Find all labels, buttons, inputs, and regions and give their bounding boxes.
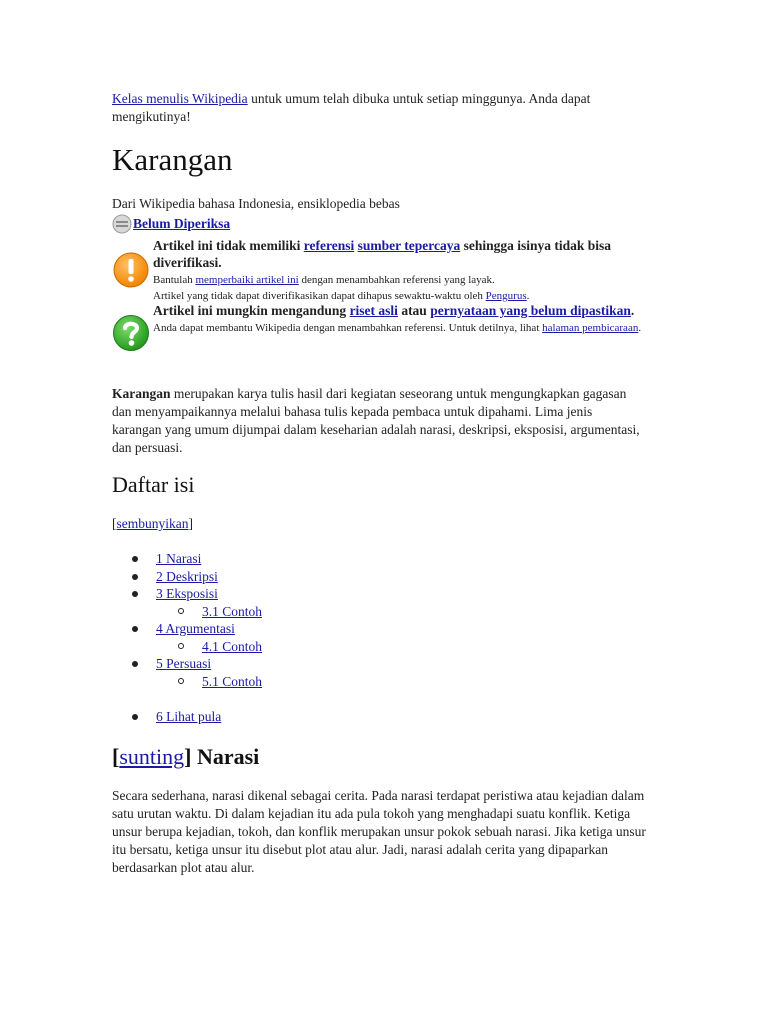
review-status-link[interactable]: Belum Diperiksa	[133, 216, 231, 231]
toc-subitem	[112, 638, 262, 656]
bullet-icon	[132, 714, 138, 720]
amb1-text-1: Artikel ini tidak memiliki	[153, 238, 304, 253]
toc-link-eksposisi-contoh[interactable]: 3.1 Contoh	[202, 603, 263, 619]
admins-link[interactable]: Pengurus	[485, 290, 527, 302]
narasi-paragraph: Secara sederhana, narasi dikenal sebagai cerita. Pada narasi terdapat peristiwa atau kejadian dalam satu urutan waktu. Di dalam kejadian itu ada pula tokoh yang menghadapi suatu konflik. Ketiga unsur berupa kejadian, tokoh, dan konflik merupakan unsur pokok sebuah narasi. Jika ketiga unsur itu bersatu, ketiga unsur itu disebut plot atau alur. Jadi, narasi adalah cerita yang dipaparkan berdasarkan plot atau alur.	[112, 788, 646, 875]
section-heading-narasi	[112, 742, 259, 772]
no-references-title	[153, 237, 653, 271]
intro-paragraph	[112, 385, 642, 457]
circle-bullet-icon	[178, 608, 184, 614]
toc-subitem	[112, 603, 262, 621]
toc-item	[112, 585, 262, 603]
toc-hide-link[interactable]: sembunyikan	[116, 516, 189, 531]
toc-item	[112, 620, 262, 638]
amb2-note-text-b: .	[638, 322, 642, 334]
toc-link-persuasi-contoh[interactable]: 5.1 Contoh	[202, 673, 263, 689]
references-link[interactable]: referensi	[303, 238, 355, 253]
no-references-notice	[153, 237, 653, 304]
bullet-icon	[132, 574, 138, 580]
toc-item	[112, 655, 262, 673]
circle-bullet-icon	[178, 643, 184, 649]
circle-bullet-icon	[178, 678, 184, 684]
toc-item	[112, 550, 262, 568]
original-research-title	[153, 302, 653, 319]
edit-section-link[interactable]: sunting	[119, 744, 185, 769]
amb1-text-3: sehingga isinya tidak bisa diverifikasi.	[153, 238, 612, 270]
warning-icon	[112, 251, 150, 289]
improve-article-link[interactable]: memperbaiki artikel ini	[195, 274, 299, 286]
toc-item	[112, 708, 262, 726]
section-title-narasi: Narasi	[191, 744, 260, 769]
toc-subitem	[112, 673, 262, 691]
page-title: Karangan	[112, 142, 233, 177]
toc-link-argumentasi[interactable]: 4 Argumentasi	[156, 621, 235, 636]
amb1-note2-text-a: Artikel yang tidak dapat diverifikasikan dapat dihapus sewaktu-waktu oleh	[153, 290, 486, 302]
toc-bracket-open: [	[112, 516, 117, 531]
bullet-icon	[132, 626, 138, 632]
edit-bracket-open: [	[112, 744, 120, 769]
amb1-note-text-b: dengan menambahkan referensi yang layak.	[298, 274, 495, 286]
toc-link-persuasi[interactable]: 5 Persuasi	[156, 656, 212, 671]
bullet-icon	[132, 661, 138, 667]
unreviewed-icon	[112, 214, 132, 234]
talk-page-link[interactable]: halaman pembicaraan	[542, 322, 639, 334]
toc-bracket-close: ]	[188, 516, 193, 531]
review-status	[112, 212, 230, 236]
amb2-text-3: .	[630, 303, 635, 318]
toc-toggle	[112, 515, 193, 533]
amb2-text-1: Artikel ini mungkin mengandung	[153, 303, 350, 318]
amb1-note-text-a: Bantulah	[153, 274, 196, 286]
original-research-note	[153, 320, 653, 336]
page-tagline: Dari Wikipedia bahasa Indonesia, ensiklopedia bebas	[112, 196, 400, 211]
intro-text: merupakan karya tulis hasil dari kegiatan seseorang untuk mengungkapkan gagasan dan menyampaikannya melalui bahasa tulis kepada pembaca untuk dipahami. Lima jenis karangan yang umum dijumpai dalam keseharian adalah narasi, deskripsi, eksposisi, argumentasi, dan persuasi.	[112, 386, 640, 455]
writing-class-link[interactable]: Kelas menulis Wikipedia	[112, 91, 248, 106]
original-research-link[interactable]: riset asli	[349, 303, 398, 318]
amb1-note2-text-b: .	[526, 290, 530, 302]
amb2-note-text-a: Anda dapat membantu Wikipedia dengan menambahkan referensi. Untuk detilnya, lihat	[153, 322, 543, 334]
reliable-sources-link[interactable]: sumber tepercaya	[357, 238, 461, 253]
toc-link-deskripsi[interactable]: 2 Deskripsi	[156, 568, 218, 584]
toc-heading: Daftar isi	[112, 472, 195, 497]
site-notice	[112, 90, 672, 126]
edit-bracket-close: ]	[184, 744, 192, 769]
site-notice-text: untuk umum telah dibuka untuk setiap minggunya. Anda dapat mengikutinya!	[112, 91, 591, 124]
toc-link-lihat-pula[interactable]: 6 Lihat pula	[156, 709, 222, 724]
amb2-text-2: atau	[397, 303, 431, 318]
table-of-contents	[112, 550, 262, 726]
bullet-icon	[132, 591, 138, 597]
intro-bold-term: Karangan	[112, 386, 171, 401]
toc-link-argumentasi-contoh[interactable]: 4.1 Contoh	[202, 638, 263, 654]
toc-item	[112, 568, 262, 586]
no-references-note-1	[153, 272, 653, 288]
unverified-claims-link[interactable]: pernyataan yang belum dipastikan	[430, 303, 631, 318]
original-research-notice	[153, 302, 653, 336]
toc-link-eksposisi[interactable]: 3 Eksposisi	[156, 586, 218, 601]
toc-link-narasi[interactable]: 1 Narasi	[156, 551, 202, 566]
bullet-icon	[132, 556, 138, 562]
question-icon	[112, 313, 150, 353]
